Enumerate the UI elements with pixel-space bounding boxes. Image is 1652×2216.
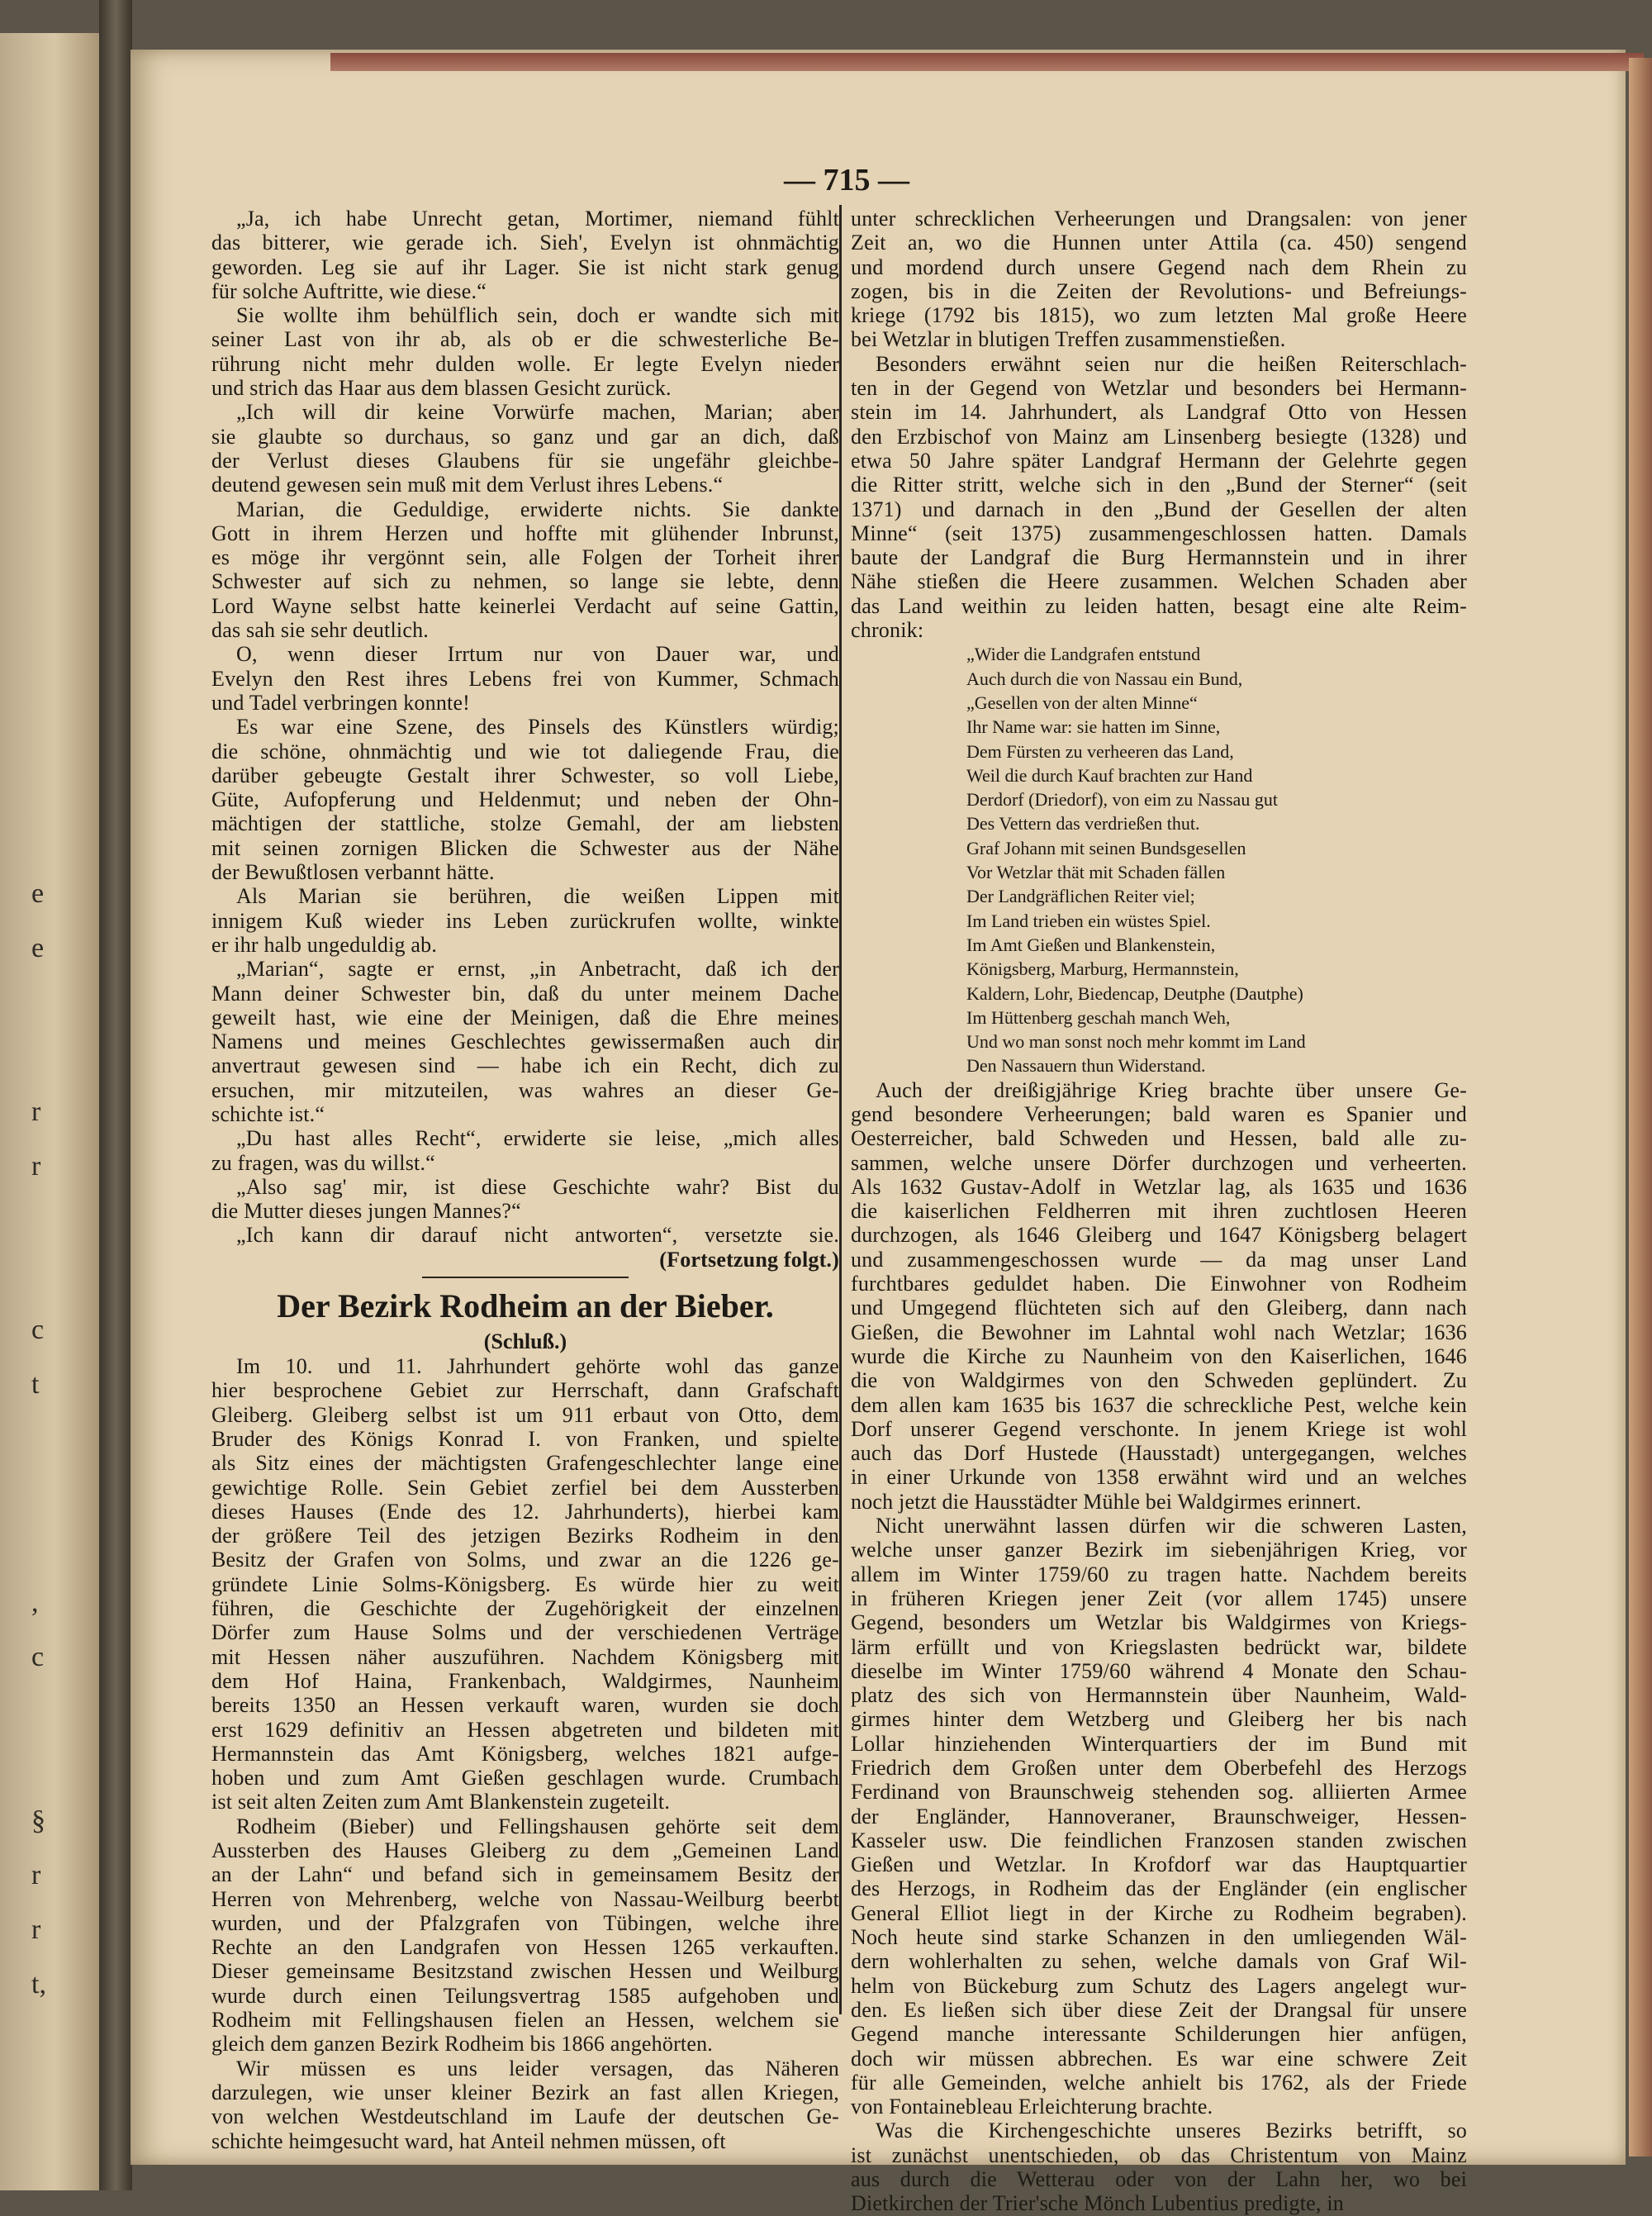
text-line: die Mutter dieses jungen Mannes?“ <box>211 1199 521 1224</box>
text-line: furchtbares geduldet haben. Die Einwohner von Rodheim <box>851 1272 1467 1296</box>
text-line: Herren von Mehrenberg, welche von Nassau-Weilburg beerbt <box>211 1886 839 1911</box>
text-line: Lord Wayne selbst hatte keinerlei Verdacht auf seine Gattin, <box>211 593 839 618</box>
text-line: geweilt hast, wie eine der Meinigen, daß die Ehre meines <box>211 1005 839 1030</box>
text-line: Rodheim (Bieber) und Fellingshausen gehörte seit dem <box>236 1814 839 1838</box>
text-line: chronik: <box>851 618 924 643</box>
poem-line: Vor Wetzlar thät mit Schaden fällen <box>966 862 1226 883</box>
text-line: der größere Teil des jetzigen Bezirks Rodheim in den <box>211 1524 839 1548</box>
facing-page-letter: r <box>31 1860 41 1890</box>
poem-line: Derdorf (Driedorf), von eim zu Nassau gut <box>966 789 1278 811</box>
text-line: hoben und zum Amt Gießen geschlagen wurde. Crumbach <box>211 1766 839 1790</box>
text-line: Gegend, besonders um Wetzlar bis Waldgirmes von Kriegs- <box>851 1610 1467 1635</box>
text-line: (Fortsetzung folgt.) <box>659 1247 839 1272</box>
text-line: die Ritter stritt, welche sich in den „Bund der Sterner“ (seit <box>851 473 1467 497</box>
text-line: bereits 1350 an Hessen verkauft waren, wurden sie doch <box>211 1693 839 1718</box>
text-line: Rodheim mit Fellingshausen fielen an Hessen, welchem sie <box>211 2008 839 2033</box>
poem-line: Dem Fürsten zu verheeren das Land, <box>966 740 1234 762</box>
text-line: platz des sich von Hermannstein über Naunheim, Wald- <box>851 1683 1467 1708</box>
text-line: bei Wetzlar in blutigen Treffen zusammenstießen. <box>851 327 1286 352</box>
text-line: gend besondere Verheerungen; bald waren es Spanier und <box>851 1101 1467 1126</box>
text-line: und mordend durch unsere Gegend nach dem Rhein zu <box>851 254 1467 279</box>
text-line: Zeit an, wo die Hunnen unter Attila (ca. 450) sengend <box>851 231 1467 255</box>
poem-line: Und wo man sonst noch mehr kommt im Land <box>966 1031 1306 1053</box>
text-line: darüber gebeugte Gestalt ihrer Schwester, so voll Liebe, <box>211 763 839 787</box>
text-line: Ferdinand von Braunschweig stehenden sog. alliierten Armee <box>851 1780 1467 1805</box>
text-line: doch wir müssen abbrechen. Es war eine schwere Zeit <box>851 2046 1467 2071</box>
text-line: Hermannstein das Amt Königsberg, welches 1821 aufge- <box>211 1741 839 1766</box>
facing-page-letter: t <box>31 1369 40 1400</box>
poem-line: „Gesellen von der alten Minne“ <box>966 692 1198 713</box>
text-line: Auch der dreißigjährige Krieg brachte über unsere Ge- <box>876 1077 1467 1102</box>
poem-line: Graf Johann mit seinen Bundsgesellen <box>966 837 1246 858</box>
facing-page-letter: e <box>31 933 45 963</box>
text-line: der Bewußtlosen verbannt hätte. <box>211 860 495 885</box>
text-line: die von Waldgirmes von den Schweden geplündert. Zu <box>851 1368 1467 1393</box>
text-line: ten in der Gegend von Wetzlar und besonders bei Hermann- <box>851 376 1467 401</box>
text-line: und zusammengeschossen wurde — da mag unser Land <box>851 1247 1467 1272</box>
rhyme-chronicle <box>851 642 1467 1077</box>
text-line: Dörfer zum Hause Solms und der verschiedenen Verträge <box>211 1620 839 1645</box>
text-line: wurde die Kirche zu Naunheim von den Kaiserlichen, 1646 <box>851 1343 1467 1368</box>
text-line: ist zunächst unentschieden, ob das Christentum von Mainz <box>851 2142 1467 2167</box>
text-line: „Also sag' mir, ist diese Geschichte wahr? Bist du <box>236 1174 839 1199</box>
text-line: Namens und meines Geschlechtes gewissermaßen auch dir <box>211 1030 839 1054</box>
facing-page-letter: r <box>31 1914 41 1945</box>
text-line: zogen, bis in die Zeiten der Revolutions- und Befreiungs- <box>851 278 1467 303</box>
text-line: Gegend manche interessante Schilderungen hier anfügen, <box>851 2022 1467 2047</box>
poem-line: Auch durch die von Nassau ein Bund, <box>966 668 1243 689</box>
text-line: für alle Gemeinden, welche anhielt bis 1762, als der Friede <box>851 2070 1467 2095</box>
text-line: Minne“ (seit 1375) zusammengeschlossen hatten. Damals <box>851 521 1467 545</box>
text-line: darzulegen, wie unser kleiner Bezirk an fast allen Kriegen, <box>211 2080 839 2104</box>
text-line: baute der Landgraf die Burg Hermannstein und in ihrer <box>851 545 1467 570</box>
poem-line: Des Vettern das verdrießen thut. <box>966 813 1200 835</box>
text-line: durchzogen, als 1646 Gleiberg und 1647 Königsberg belagert <box>851 1223 1467 1248</box>
text-line: innigem Kuß wieder ins Leben zurückrufen wollte, winkte <box>211 908 839 933</box>
text-line: schichte ist.“ <box>211 1101 325 1126</box>
text-line: wurde durch einen Teilungsvertrag 1585 aufgehoben und <box>211 1983 839 2008</box>
text-line: erst 1629 definitiv an Hessen abgetreten und bildeten mit <box>211 1717 839 1742</box>
text-line: Mann deiner Schwester bin, daß du unter meinem Dache <box>211 981 839 1006</box>
text-line: Als Marian sie berühren, die weißen Lippen mit <box>236 884 839 909</box>
facing-page-letter: e <box>31 878 45 909</box>
text-line: Wir müssen es uns leider versagen, das Näheren <box>236 2056 839 2080</box>
text-line: Aussterben des Hauses Gleiberg zu dem „Gemeinen Land <box>211 1838 839 1862</box>
text-line: von welchen Westdeutschland im Laufe der deutschen Ge- <box>211 2104 839 2129</box>
text-line: Evelyn den Rest ihres Lebens frei von Kummer, Schmach <box>211 666 839 691</box>
facing-page-letter: c <box>31 1315 45 1345</box>
text-line: sie glaubte so durchaus, so ganz und gar an dich, daß <box>211 424 839 449</box>
text-line: hier besprochene Gebiet zur Herrschaft, dann Grafschaft <box>211 1378 839 1403</box>
text-line: an der Lahn“ und befand sich in gemeinsamem Besitz der <box>211 1862 839 1887</box>
text-line: geworden. Leg sie auf ihr Lager. Sie ist nicht stark genug <box>211 254 839 279</box>
text-line: rührung nicht mehr dulden wolle. Er legte Evelyn nieder <box>211 351 839 376</box>
text-line: kriege (1792 bis 1815), wo zum letzten Mal große Heere <box>851 303 1467 328</box>
facing-page-letter: r <box>31 1096 41 1127</box>
text-line: Gleiberg. Gleiberg selbst ist um 911 erbaut von Otto, dem <box>211 1402 839 1427</box>
text-line: und Tadel verbringen konnte! <box>211 690 471 715</box>
text-line: Lollar hinziehenden Winterquartiers der im Bund mit <box>851 1731 1467 1756</box>
page-number: — 715 — <box>784 163 909 197</box>
text-line: Dietkirchen der Trier'sche Mönch Lubentius predigte, in <box>851 2191 1344 2216</box>
text-line: wurden, und der Pfalzgrafen von Tübingen, welche ihre <box>211 1910 839 1935</box>
text-line: Es war eine Szene, des Pinsels des Künstlers würdig; <box>236 715 839 739</box>
page-top-edge <box>330 53 1644 71</box>
text-line: es möge ihr vergönnt sein, alle Folgen der Torheit ihrer <box>211 545 839 570</box>
text-line: den. Es ließen sich über diese Zeit der Drangsal für unsere <box>851 1997 1467 2022</box>
facing-page-letter: r <box>31 1151 41 1182</box>
text-line: und Umgegend flüchteten sich auf den Gleiberg, dann nach <box>851 1296 1467 1320</box>
text-line: führen, die Geschichte der Zugehörigkeit der einzelnen <box>211 1596 839 1621</box>
text-line: ersuchen, mir mitzuteilen, was wahres an dieser Ge- <box>211 1077 839 1102</box>
text-line: auch das Dorf Hustede (Hausstadt) untergegangen, welches <box>851 1441 1467 1466</box>
poem-line: Ihr Name war: sie hatten im Sinne, <box>966 716 1221 738</box>
text-line: die kaiserlichen Feldherren mit ihren zuchtlosen Heeren <box>851 1199 1467 1224</box>
text-line: der Engländer, Hannoveraner, Braunschweiger, Hessen- <box>851 1804 1467 1828</box>
text-line: in einer Urkunde von 1358 erwähnt wird und an welches <box>851 1465 1467 1490</box>
text-line: dieses Hauses (Ende des 12. Jahrhunderts), hierbei kam <box>211 1499 839 1524</box>
column-rule <box>839 205 842 2014</box>
text-line: in früheren Kriegen jener Zeit (vor allem 1745) unsere <box>851 1586 1467 1610</box>
poem-line: Im Amt Gießen und Blankenstein, <box>966 934 1216 955</box>
poem-line: Weil die durch Kauf brachten zur Hand <box>966 764 1253 786</box>
text-line: allem im Winter 1759/60 zu tragen hatte. Nachdem bereits <box>851 1562 1467 1586</box>
text-line: „Ich will dir keine Vorwürfe machen, Marian; aber <box>236 400 839 425</box>
article-text-continued <box>851 207 1467 642</box>
text-line: als Sitz eines der mächtigsten Grafengeschlechter lange eine <box>211 1451 839 1476</box>
text-line: zu fragen, was du willst.“ <box>211 1150 435 1175</box>
text-line: Gott in ihrem Herzen und hoffte mit glühender Inbrunst, <box>211 521 839 545</box>
text-line: girmes hinter dem Wetzberg und Gleiberg her bis nach <box>851 1707 1467 1732</box>
text-line: Oesterreicher, bald Schweden und Hessen, bald alle zu- <box>851 1126 1467 1151</box>
text-line: Sie wollte ihm behülflich sein, doch er wandte sich mit <box>236 303 839 328</box>
text-line: lärm erfüllt und von Kriegslasten bedrückt war, bildete <box>851 1634 1467 1659</box>
text-line: dern wohlerhalten zu sehen, welche damals von Graf Wil- <box>851 1949 1467 1974</box>
text-line: dieselbe im Winter 1759/60 während 4 Monate den Schau- <box>851 1658 1467 1683</box>
text-line: schichte heimgesucht ward, hat Anteil nehmen müssen, oft <box>211 2128 726 2153</box>
text-line: „Ja, ich habe Unrecht getan, Mortimer, niemand fühlt <box>236 207 839 231</box>
text-line: der Verlust dieses Glaubens für sie ungefähr gleichbe- <box>211 448 839 473</box>
poem-line: Im Hüttenberg geschah manch Weh, <box>966 1006 1231 1028</box>
poem-line: Der Landgräflichen Reiter viel; <box>966 886 1195 907</box>
text-line: mit Hessen näher auszuführen. Nachdem Königsberg mit <box>211 1644 839 1669</box>
text-line: gründete Linie Solms-Königsberg. Es würde hier zu weit <box>211 1572 839 1596</box>
page-right-edge <box>1629 58 1652 2157</box>
text-line: Kasseler usw. Die feindlichen Franzosen standen zwischen <box>851 1828 1467 1852</box>
text-line: Was die Kirchengeschichte unseres Bezirks betrifft, so <box>876 2119 1467 2143</box>
facing-page-letter: , <box>31 1587 39 1618</box>
facing-page-letter: c <box>31 1642 45 1672</box>
text-line: das bitterer, wie gerade ich. Sieh', Evelyn ist ohnmächtig <box>211 231 839 255</box>
text-line: 1371) und darnach in den „Bund der Gesellen der alten <box>851 497 1467 521</box>
text-line: den Erzbischof von Mainz am Linsenberg besiegte (1328) und <box>851 424 1467 449</box>
text-line: für solche Auftritte, wie diese.“ <box>211 278 487 303</box>
text-line: des Herzogs, in Rodheim das der Engländer (ein englischer <box>851 1876 1467 1901</box>
text-line: von Fontainebleau Erleichterung brachte. <box>851 2095 1213 2119</box>
text-line: ist seit alten Zeiten zum Amt Blankenstein zugeteilt. <box>211 1790 671 1814</box>
text-line: sammen, welche unsere Dörfer durchzogen und verheerten. <box>851 1150 1467 1175</box>
facing-page-letter: t, <box>31 1969 46 2000</box>
text-line: Besitz der Grafen von Solms, und zwar an die 1226 ge- <box>211 1548 839 1572</box>
text-line: O, wenn dieser Irrtum nur von Dauer war, und <box>236 642 839 667</box>
text-line: Rechte an den Landgrafen von Hessen 1265 verkauften. <box>211 1935 839 1960</box>
article-text-continued-2 <box>851 1078 1467 2216</box>
text-line: das Land weithin zu leiden hatten, besagt eine alte Reim- <box>851 593 1467 618</box>
text-line: er ihr halb ungeduldig ab. <box>211 932 438 957</box>
text-line: mit seinen zornigen Blicken die Schwester aus der Nähe <box>211 835 839 860</box>
text-line: Schwester auf sich zu nehmen, so lange sie lebte, denn <box>211 569 839 594</box>
poem-line: „Wider die Landgrafen entstund <box>966 644 1201 665</box>
text-line: Nähe stießen die Heere zusammen. Welchen Schaden aber <box>851 569 1467 594</box>
left-column <box>211 207 839 2153</box>
poem-line: Im Land trieben ein wüstes Spiel. <box>966 910 1211 931</box>
text-line: Noch heute sind starke Schanzen in den umliegenden Wäl- <box>851 1925 1467 1950</box>
text-line: Als 1632 Gustav-Adolf in Wetzlar lag, als 1635 und 1636 <box>851 1174 1467 1199</box>
text-line: Güte, Aufopferung und Heldenmut; und neben der Ohn- <box>211 787 839 812</box>
text-line: deutend gewesen sein muß mit dem Verlust ihres Lebens.“ <box>211 473 724 497</box>
right-column <box>851 207 1467 2216</box>
text-line: Bruder des Königs Konrad I. von Franken, und spielte <box>211 1426 839 1451</box>
poem-line: Kaldern, Lohr, Biedencap, Deutphe (Dautphe) <box>966 982 1303 1004</box>
text-line: welche unser ganzer Bezirk im siebenjährigen Krieg, vor <box>851 1538 1467 1562</box>
poem-line: Den Nassauern thun Widerstand. <box>966 1055 1206 1077</box>
article-text <box>211 1354 839 2153</box>
text-line: „Du hast alles Recht“, erwiderte sie leise, „mich alles <box>236 1126 839 1151</box>
book-binding <box>99 0 132 2190</box>
text-line: gleich dem ganzen Bezirk Rodheim bis 1866 angehörten. <box>211 2032 713 2057</box>
text-line: die schöne, ohnmächtig und wie tot daliegende Frau, die <box>211 739 839 763</box>
text-line: seiner Last von ihr ab, als ob er die schwesterliche Be- <box>211 327 839 352</box>
story-text <box>211 207 839 1272</box>
text-line: das sah sie sehr deutlich. <box>211 618 429 643</box>
article-subheading: (Schluß.) <box>483 1329 567 1354</box>
article-heading: Der Bezirk Rodheim an der Bieber. <box>277 1287 774 1325</box>
text-line: etwa 50 Jahre später Landgraf Hermann der Gelehrte gegen <box>851 448 1467 473</box>
text-line: Friedrich dem Großen unter dem Oberbefehl des Herzogs <box>851 1756 1467 1780</box>
text-line: anvertraut gewesen sind — habe ich ein Recht, dich zu <box>211 1053 839 1078</box>
text-line: unter schrecklichen Verheerungen und Drangsalen: von jener <box>851 207 1467 231</box>
text-line: Dieser gemeinsame Besitzstand zwischen Hessen und Weilburg <box>211 1959 839 1984</box>
text-line: Im 10. und 11. Jahrhundert gehörte wohl das ganze <box>236 1354 839 1379</box>
text-line: und strich das Haar aus dem blassen Gesicht zurück. <box>211 376 672 401</box>
facing-page-letter: § <box>31 1805 45 1836</box>
text-line: aus durch die Wetterau oder von der Lahn her, wo bei <box>851 2167 1467 2192</box>
text-line: Gießen, die Bewohner im Lahntal wohl nach Wetzlar; 1636 <box>851 1320 1467 1344</box>
poem-line: Königsberg, Marburg, Hermannstein, <box>966 958 1239 980</box>
text-line: „Ich kann dir darauf nicht antworten“, versetzte sie. <box>236 1223 839 1248</box>
section-divider <box>422 1277 629 1278</box>
text-line: gewichtige Rolle. Sein Gebiet zerfiel bei dem Aussterben <box>211 1475 839 1500</box>
text-line: dem allen kam 1635 bis 1637 die schreckliche Pest, welche kein <box>851 1392 1467 1417</box>
text-line: Nicht unerwähnt lassen dürfen wir die schweren Lasten, <box>876 1514 1467 1538</box>
text-line: Marian, die Geduldige, erwiderte nichts. Sie dankte <box>236 497 839 521</box>
text-line: „Marian“, sagte er ernst, „in Anbetracht, daß ich der <box>236 957 839 982</box>
text-line: stein im 14. Jahrhundert, als Landgraf Otto von Hessen <box>851 400 1467 425</box>
text-line: Gießen und Wetzlar. In Krofdorf war das Hauptquartier <box>851 1852 1467 1877</box>
text-line: helm von Bückeburg zum Schutz des Lagers angelegt wur- <box>851 1973 1467 1998</box>
text-line: General Elliot liegt in der Kirche zu Rodheim begraben). <box>851 1900 1467 1925</box>
text-line: Dorf unserer Gegend verschonte. In jenem Kriege ist wohl <box>851 1416 1467 1441</box>
text-line: Besonders erwähnt seien nur die heißen Reiterschlach- <box>876 351 1467 376</box>
text-line: noch jetzt die Hausstädter Mühle bei Waldgirmes erinnert. <box>851 1489 1362 1514</box>
text-line: dem Hof Haina, Frankenbach, Waldgirmes, Naunheim <box>211 1668 839 1693</box>
text-line: mächtigen der stattliche, stolze Gemahl, der am liebsten <box>211 811 839 836</box>
